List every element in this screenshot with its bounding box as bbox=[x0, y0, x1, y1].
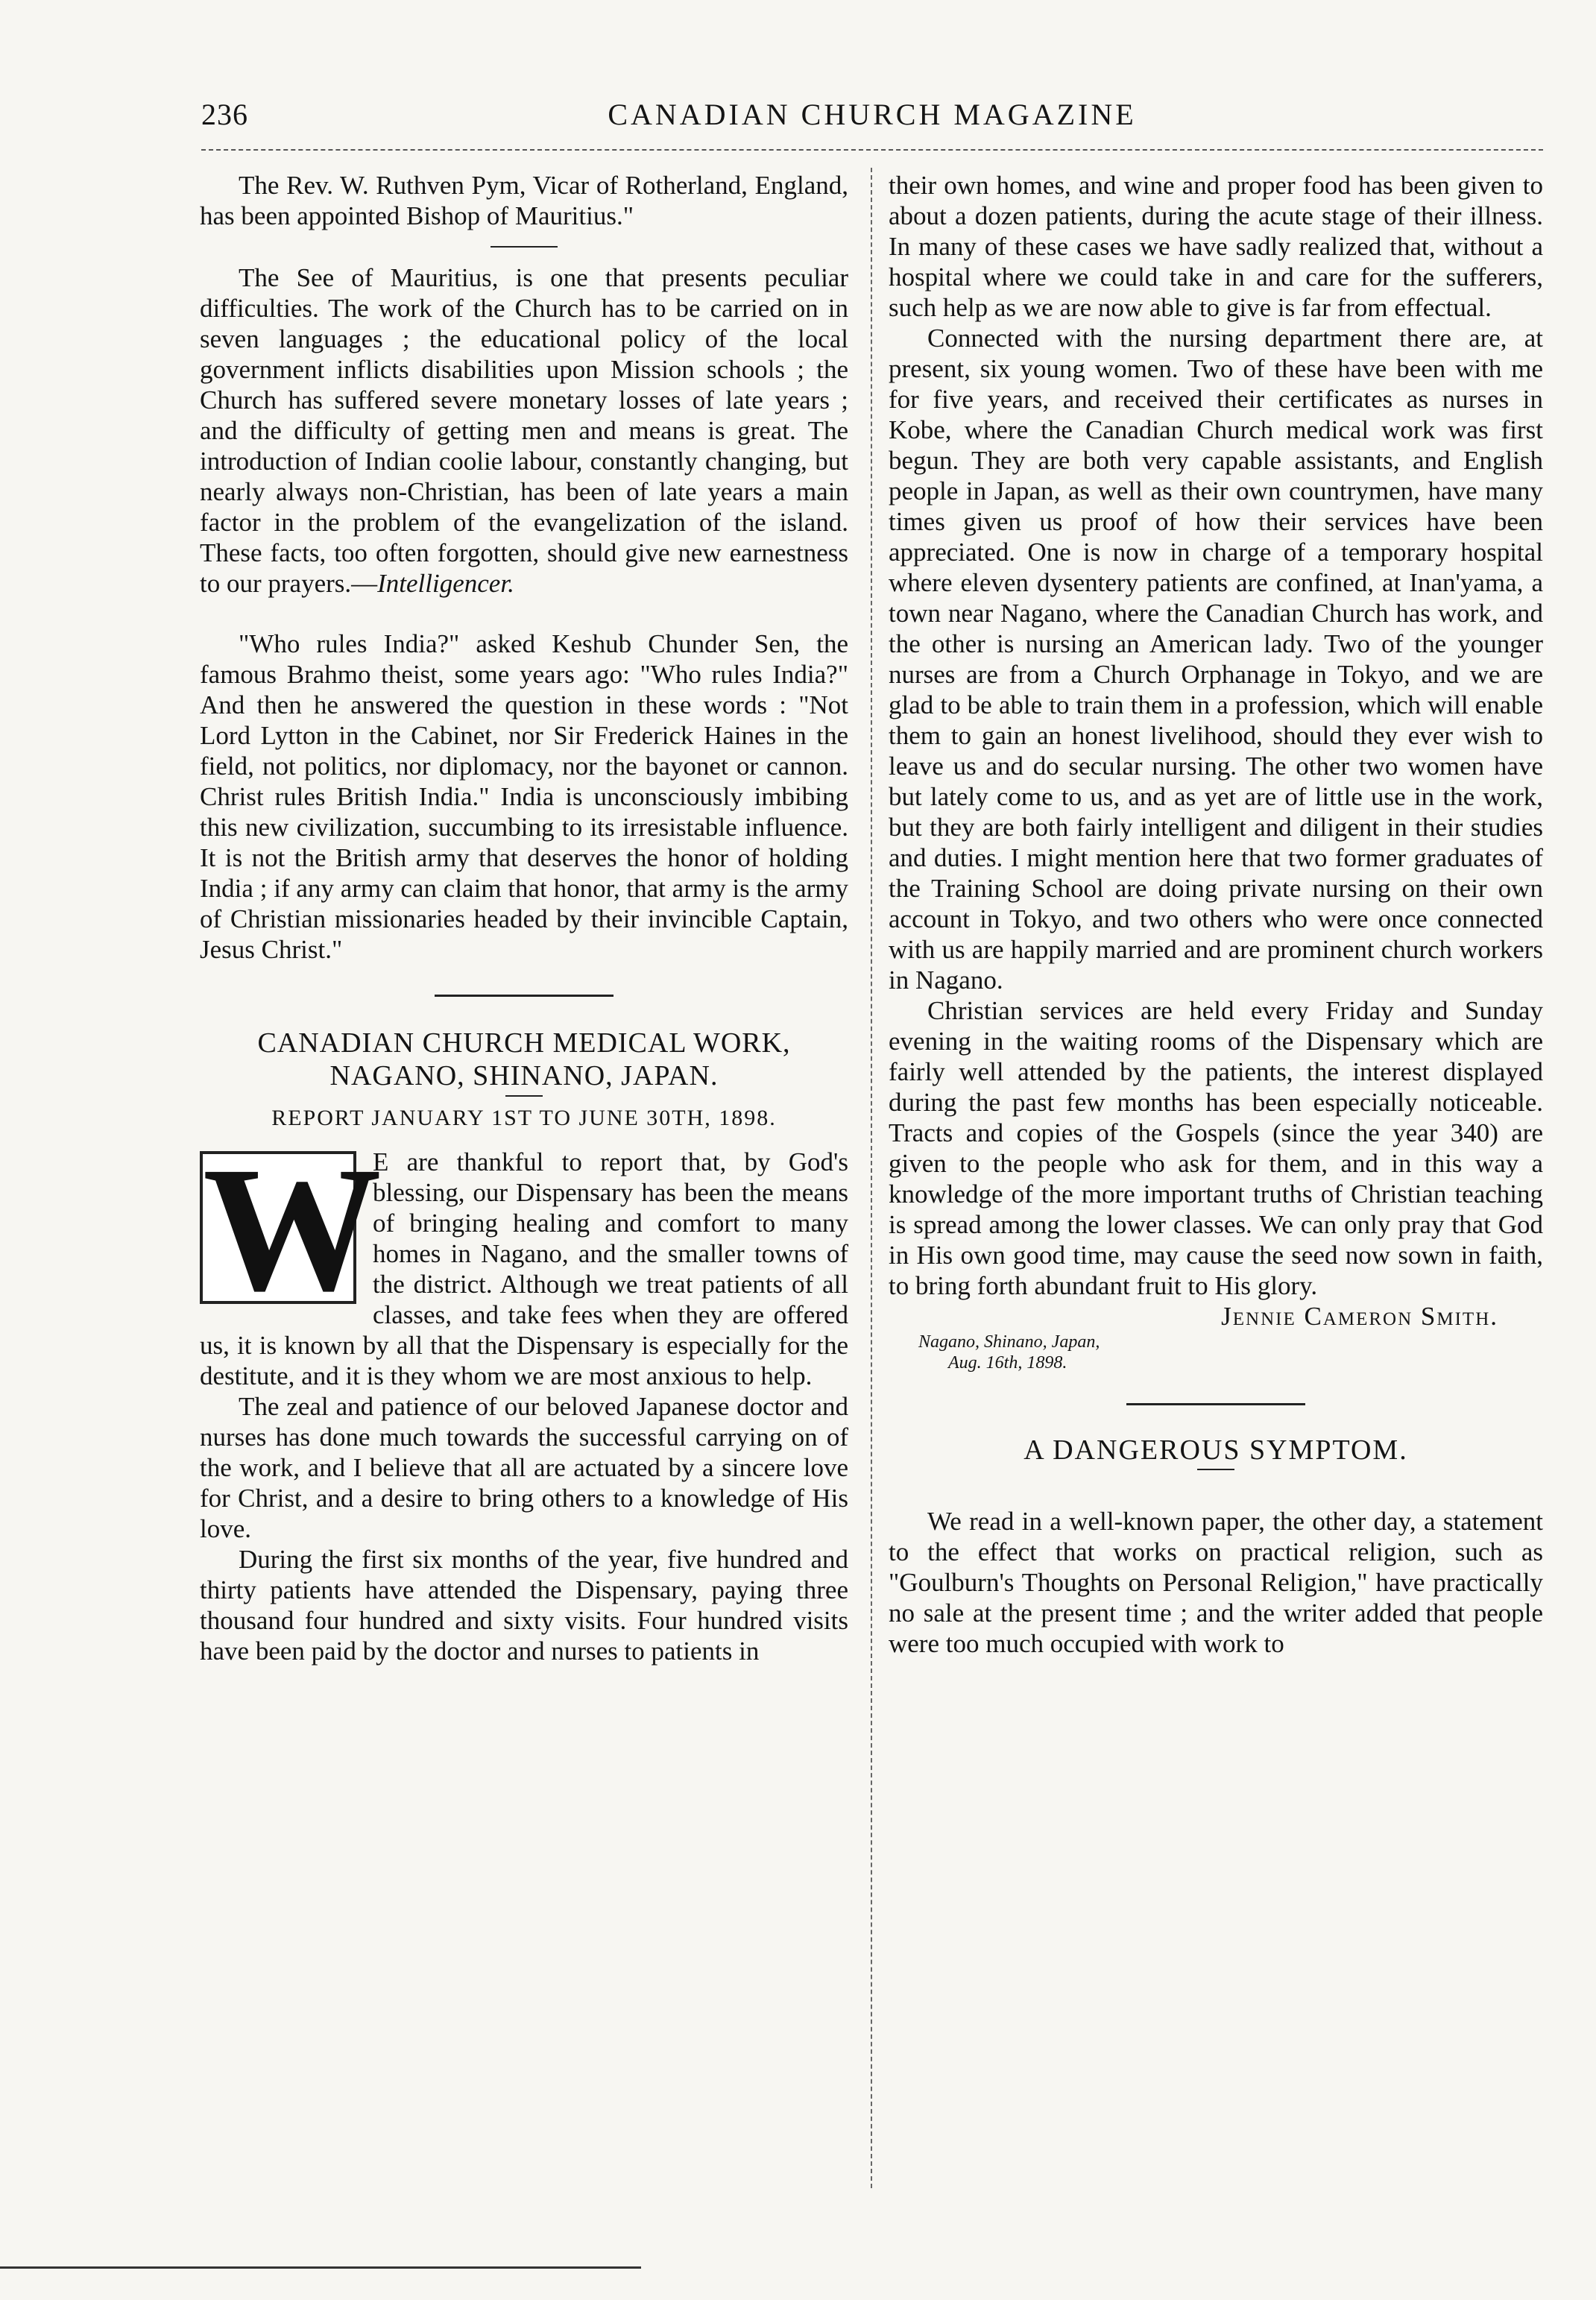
article-title-line1: CANADIAN CHURCH MEDICAL WORK, bbox=[257, 1027, 791, 1059]
article2-title: A DANGEROUS SYMPTOM. bbox=[1023, 1434, 1408, 1466]
article-subtitle: REPORT JANUARY 1ST TO JUNE 30TH, 1898. bbox=[271, 1106, 777, 1130]
page-header bbox=[201, 97, 1543, 142]
report-paragraph-3: During the first six months of the year, five hundred and thirty patients have attended the Dispensary, paying three thousand four hundred and sixty visits. Four hundred visits have been paid by the doctor and nurses to patients in bbox=[200, 1545, 848, 1666]
report-paragraph-6: Christian services are held every Friday and Sunday evening in the waiting rooms of the Dispensary which are fairly well attended by the patients, the interest displayed during the past few months has been especially noticeable. Tracts and copies of the Gospels (since the year 340) are given to the people who ask for them, and in this way a knowledge of the more important truths of Christian teaching is spread among the lower classes. We can only pray that God in His own good time, may cause the seed now sown in faith, to bring forth abundant fruit to His glory. bbox=[889, 996, 1543, 1300]
news-item-mauritius bbox=[200, 262, 848, 599]
dateline bbox=[889, 1332, 1543, 1373]
running-title: CANADIAN CHURCH MAGAZINE bbox=[608, 98, 1137, 131]
report-paragraph-1: E are thankful to report that, by God's blessing, our Dispensary has been the means of bringing healing and comfort to many homes in Nagano, and the smaller towns of the district. Although we treat patients of all classes, and take fees when they are offered us, it is known by all that the Dispensary is especially for the destitute, and it is they whom we are most anxious to help. bbox=[200, 1147, 848, 1390]
report-paragraph-4: their own homes, and wine and proper food has been given to about a dozen patients, during the acute stage of their illness. In many of these cases we have sadly realized that, without a hospital where we could take in and care for the sufferers, such help as we are now able to give is far from effectual. bbox=[889, 171, 1543, 322]
right-column bbox=[889, 170, 1543, 1659]
left-column bbox=[200, 170, 848, 1666]
article-divider bbox=[435, 995, 614, 997]
column-divider bbox=[871, 168, 872, 2188]
dateline-date: Aug. 16th, 1898. bbox=[948, 1353, 1067, 1373]
drop-cap-ornament: W bbox=[200, 1151, 356, 1304]
author-signature: Jennie Cameron Smith. bbox=[1221, 1302, 1498, 1331]
section-divider bbox=[491, 246, 558, 248]
page-number: 236 bbox=[201, 98, 248, 131]
dateline-place: Nagano, Shinano, Japan, bbox=[918, 1332, 1100, 1352]
report-paragraph-2: The zeal and patience of our beloved Japanese doctor and nurses has done much towards the successful carrying on of the work, and I believe that all are actuated by a sincere love for Christ, and a desire to bring others to a knowledge of His love. bbox=[200, 1392, 848, 1543]
report-paragraph-5: Connected with the nursing department there are, at present, six young women. Two of these have been with me for five years, and received their certificates as nurses in Kobe, where the Canadian Church medical work was first begun. They are both very capable assistants, and English people in Japan, as well as their own countrymen, have many times given us proof of how their services have been appreciated. One is now in charge of a temporary hospital where eleven dysentery patients are confined, at Inan'yama, a town near Nagano, where the Canadian Church has work, and the other is nursing an American lady. Two of the younger nurses are from a Church Orphanage in Tokyo, and we are glad to be able to train them in a profession, which will enable them to gain an honest livelihood, should they ever wish to leave us and do secular nursing. The other two women have but lately come to us, and as yet are of little use in the work, but they are both fairly intelligent and diligent in their studies and duties. I might mention here that two former graduates of the Training School are doing private nursing on their own account in Tokyo, and two others who were once connected with us are happily married and are prominent church workers in Nagano. bbox=[889, 324, 1543, 995]
source-credit: Intelligencer. bbox=[377, 569, 514, 598]
news-item-mauritius-text: The See of Mauritius, is one that presents peculiar difficulties. The work of the Church has to be carried on in seven languages ; the educational policy of the local government inflicts disabilities upon Mission schools ; the Church has suffered severe monetary losses of late years ; and the difficulty of getting men and means is great. The introduction of Indian coolie labour, constantly changing, but nearly always non-Christian, has been of late years a main factor in the problem of the evangelization of the island. These facts, too often forgotten, should give new earnestness to our prayers.— bbox=[200, 263, 848, 598]
article-title-line2: NAGANO, SHINANO, JAPAN. bbox=[329, 1060, 719, 1091]
footer-rule bbox=[0, 2266, 641, 2269]
spacer bbox=[200, 599, 848, 628]
header-rule bbox=[201, 149, 1543, 151]
news-item-india: "Who rules India?" asked Keshub Chunder Sen, the famous Brahmo theist, some years ago: "Who rules India?" And then he answered the question in these words : "Not Lord Lytton in the Cabinet, nor Sir Frederick Haines in the field, not politics, nor diplomacy, nor the bayonet or cannon. Christ rules British India." India is unconsciously imbibing this new civilization, succumbing to its irresistable influence. It is not the British army that deserves the honor of holding India ; if any army can claim that honor, that army is the army of Christian missionaries headed by their invincible Captain, Jesus Christ." bbox=[200, 629, 848, 964]
title-rule bbox=[1197, 1469, 1234, 1470]
title-rule bbox=[505, 1095, 543, 1097]
news-item-bishop: The Rev. W. Ruthven Pym, Vicar of Rotherland, England, has been appointed Bishop of Mauritius." bbox=[200, 171, 848, 230]
article-divider bbox=[1126, 1403, 1305, 1405]
article2-paragraph-1: We read in a well-known paper, the other day, a statement to the effect that works on practical religion, such as "Goulburn's Thoughts on Personal Religion," have practically no sale at the present time ; and the writer added that people were too much occupied with work to bbox=[889, 1507, 1543, 1658]
spacer bbox=[889, 1476, 1543, 1506]
